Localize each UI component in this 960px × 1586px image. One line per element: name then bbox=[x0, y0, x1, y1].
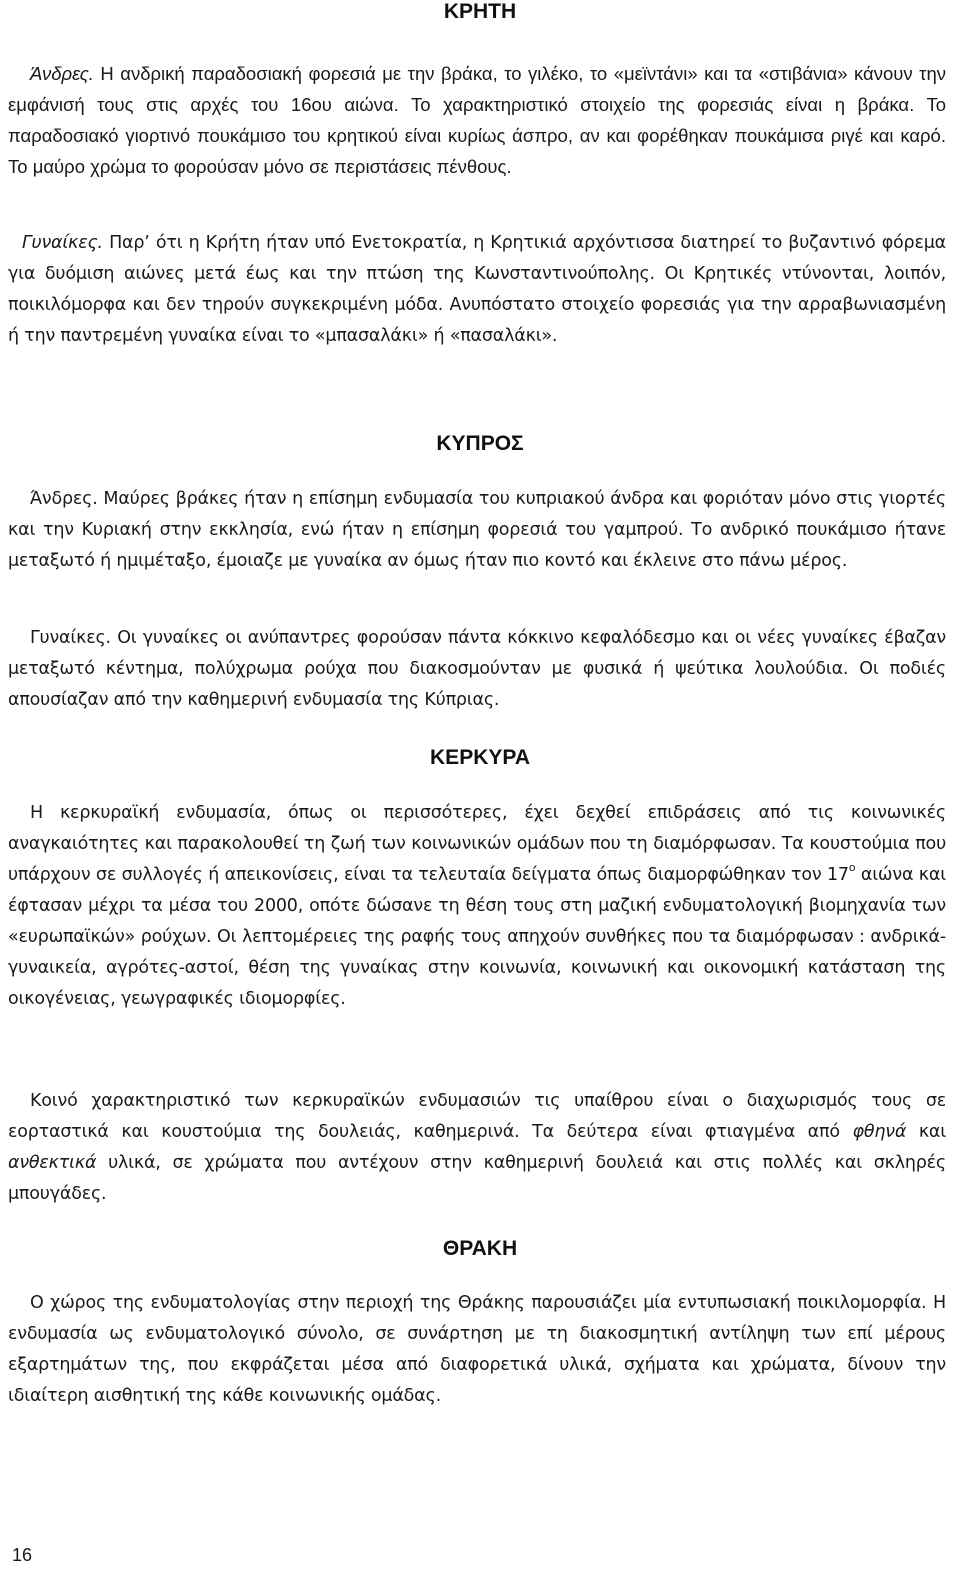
corfu-p2-emphasis-durable: ανθεκτικά bbox=[8, 1153, 97, 1173]
corfu-p2-text-a: Κοινό χαρακτηριστικό των κερκυραϊκών ενδυμασιών τις υπαίθρου είναι ο διαχωρισμός τους σε εορταστικά και κουστούμια της δουλειάς, καθημερινά. Τα δεύτερα είναι φτιαγμένα από bbox=[8, 1091, 946, 1142]
corfu-p2-text-c: υλικά, σε χρώματα που αντέχουν στην καθημερινή δουλειά και στις πολλές και σκληρές μπουγάδες. bbox=[8, 1153, 946, 1204]
corfu-p1-text-a: Η κερκυραϊκή ενδυμασία, όπως οι περισσότερες, έχει δεχθεί επιδράσεις από τις κοινωνικές αναγκαιότητες και παρακολουθεί τη ζωή των κοινωνικών ομάδων που τη διαμόρφωσαν. Τα κουστούμια που υπάρχουν σε συλλογές ή απεικονίσεις, είναι τα τελευταία δείγματα όπως διαμορφώθηκαν τον 17 bbox=[8, 803, 946, 885]
heading-cyprus: ΚΥΠΡΟΣ bbox=[436, 432, 524, 455]
page-number: 16 bbox=[12, 1545, 33, 1565]
thrace-paragraph: Ο χώρος της ενδυματολογίας στην περιοχή της Θράκης παρουσιάζει μία εντυπωσιακή ποικιλομορφία. Η ενδυμασία ως ενδυματολογικό σύνολο, σε συνάρτηση με τη διακοσμητική αντίληψη των επί μέρους εξαρτημάτων της, που εκφράζεται μέσα από διαφορετικά υλικά, σχήματα και χρώματα, δίνουν την ιδιαίτερη αισθητική της κάθε κοινωνικής ομάδας. bbox=[8, 1293, 946, 1406]
corfu-p1-text-b: αιώνα και έφτασαν μέχρι τα μέσα του 2000, οπότε δώσανε τη θέση τους στη μαζική ενδυματολογική βιομηχανία των «ευρωπαϊκών» ρούχων. Οι λεπτομέρειες της ραφής τους απηχούν συνθήκες που τα διαμόρφωσαν : ανδρικά-γυναικεία, αγρότες-αστοί, θέση της γυναίκας στην κοινωνία, κοινωνική και οικονομική κατάσταση της οικογένειας, γεωγραφικές ιδιομορφίες. bbox=[8, 865, 946, 1009]
crete-women-text: Παρ’ ότι η Κρήτη ήταν υπό Ενετοκρατία, η Κρητικιά αρχόντισσα διατηρεί το βυζαντινό φόρεμα για δυόμιση αιώνες μετά έως και την πτώση της Κωνσταντινούπολης. Οι Κρητικές ντύνονται, λοιπόν, ποικιλόμορφα και δεν τηρούν συγκεκριμένη μόδα. Ανυπόστατο στοιχείο φορεσιάς για την αρραβωνιασμένη ή την παντρεμένη γυναίκα είναι το «μπασαλάκι» ή «πασαλάκι». bbox=[8, 233, 946, 346]
heading-corfu: ΚΕΡΚΥΡΑ bbox=[430, 746, 530, 769]
corfu-paragraph-1 bbox=[8, 798, 946, 1015]
crete-women-lead: Γυναίκες. bbox=[22, 233, 103, 253]
cyprus-women-paragraph: Γυναίκες. Οι γυναίκες οι ανύπαντρες φορούσαν πάντα κόκκινο κεφαλόδεσμο και οι νέες γυναίκες έβαζαν μεταξωτό κέντημα, πολύχρωμα ρούχα που διακοσμούνταν με φυσικά ή ψεύτικα λουλούδια. Οι ποδιές απουσίαζαν από την καθημερινή ενδυμασία της Κύπριας. bbox=[8, 628, 946, 710]
crete-women-paragraph bbox=[8, 228, 946, 352]
crete-men-lead: Άνδρες. bbox=[30, 63, 94, 84]
crete-men-paragraph bbox=[8, 58, 946, 182]
ordinal-superscript: ο bbox=[848, 861, 856, 874]
corfu-paragraph-2 bbox=[8, 1086, 946, 1210]
corfu-p2-text-b: και bbox=[906, 1122, 946, 1142]
crete-men-text: Η ανδρική παραδοσιακή φορεσιά με την βράκα, το γιλέκο, το «μεϊντάνι» και τα «στιβάνια» κάνουν την εμφάνισή τους στις αρχές του 16ου αιώνα. Το χαρακτηριστικό στοιχείο της φορεσιάς είναι η βράκα. Το παραδοσιακό γιορτινό πουκάμισο του κρητικού είναι κυρίως άσπρο, αν και φορέθηκαν πουκάμισα ριγέ και καρό. Το μαύρο χρώμα το φορούσαν μόνο σε περιστάσεις πένθους. bbox=[8, 63, 946, 177]
heading-crete: ΚΡΗΤΗ bbox=[443, 0, 517, 23]
corfu-p2-emphasis-cheap: φθηνά bbox=[852, 1122, 907, 1142]
cyprus-men-paragraph: Άνδρες. Μαύρες βράκες ήταν η επίσημη ενδυμασία του κυπριακού άνδρα και φοριόταν μόνο στις γιορτές και την Κυριακή στην εκκλησία, ενώ ήταν η επίσημη φορεσιά του γαμπρού. Το ανδρικό πουκάμισο ήτανε μεταξωτό ή ημιμέταξο, έμοιαζε με γυναίκα αν όμως ήταν πιο κοντό και έκλεινε στο πάνω μέρος. bbox=[8, 489, 946, 571]
heading-thrace: ΘΡΑΚΗ bbox=[442, 1237, 518, 1260]
